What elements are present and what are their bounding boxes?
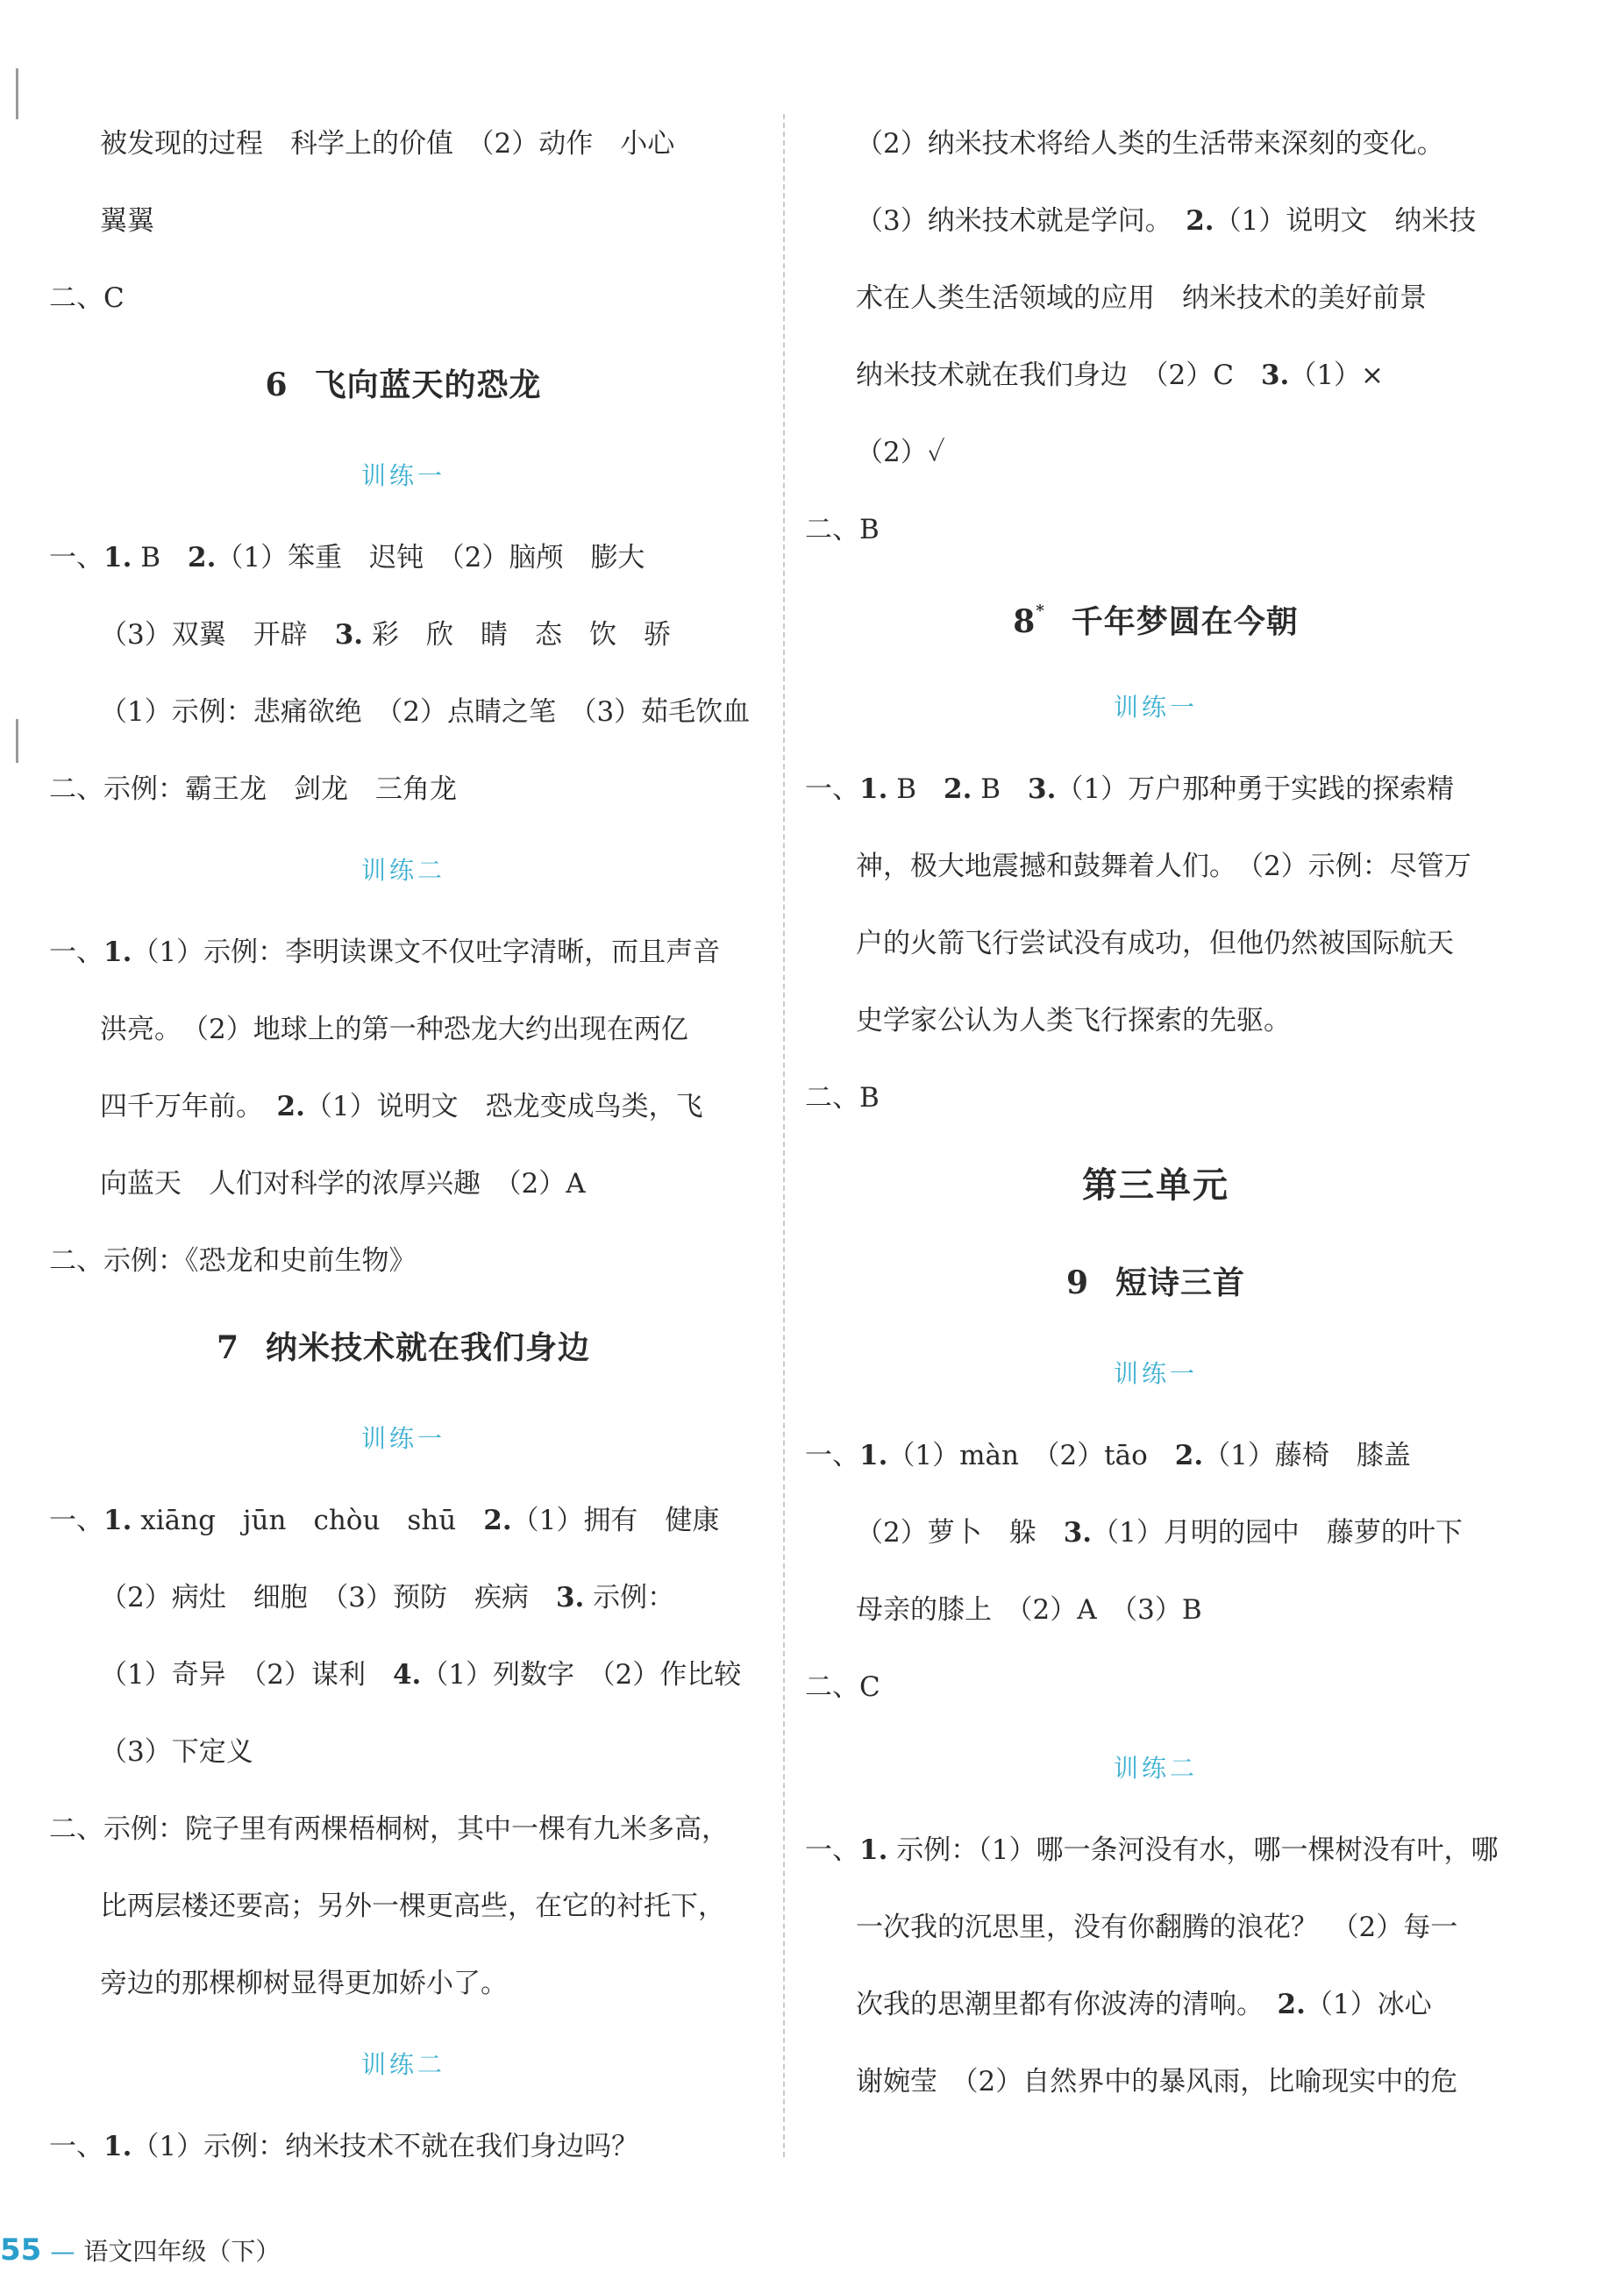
answer-line: 一、1. 示例：（1）哪一条河没有水，哪一棵树没有叶，哪 (805, 1834, 1499, 1866)
answer-line: 四千万年前。 2.（1）说明文 恐龙变成鸟类，飞 (100, 1091, 703, 1122)
answer-line: 二、示例：《恐龙和史前生物》 (49, 1245, 417, 1277)
lesson-title (805, 568, 1506, 665)
answer-line: 一、1. B 2.（1）笨重 迟钝 （2）脑颅 膨大 (49, 542, 645, 573)
training-heading: 训练二 (1113, 1754, 1198, 1783)
answer-line: 一、1.（1）示例：李明读课文不仅吐字清晰，而且声音 (49, 937, 721, 968)
answer-line: 二、B (805, 1082, 880, 1114)
right-column (805, 105, 1506, 2120)
answer-line: 一次我的沉思里，没有你翻腾的浪花？ （2）每一 (856, 1912, 1458, 1943)
lesson-number: 6 (265, 367, 288, 403)
training-heading: 训练一 (1113, 1359, 1198, 1388)
answer-line: 旁边的那棵柳树显得更加娇小了。 (100, 1968, 508, 1999)
answer-line: 翼翼 (100, 205, 154, 237)
answer-line: （2）✓ (856, 437, 945, 468)
column-divider (783, 114, 785, 2157)
lesson-title (49, 337, 758, 433)
page-number: 55 (0, 2233, 42, 2268)
answer-line: 比两层楼还要高；另外一棵更高些，在它的衬托下， (100, 1891, 725, 1922)
training-heading: 训练一 (360, 461, 445, 490)
answer-line: （3）纳米技术就是学问。 2.（1）说明文 纳米技 (856, 205, 1477, 237)
answer-line: （2）纳米技术将给人类的生活带来深刻的变化。 (856, 128, 1444, 160)
lesson-number: 9 (1065, 1264, 1090, 1301)
answer-line: （1）示例：悲痛欲绝 （2）点睛之笔 （3）茹毛饮血 (100, 696, 751, 728)
footer-dash: — (50, 2237, 75, 2266)
answer-line: 一、1.（1）示例：纳米技术不就在我们身边吗？ (49, 2131, 639, 2162)
unit-heading: 第三单元 (1082, 1164, 1229, 1206)
answer-line: （1）奇异 （2）谋利 4.（1）列数字 （2）作比较 (100, 1659, 742, 1691)
training-heading: 训练一 (360, 1424, 445, 1453)
answer-line: 一、1. B 2. B 3.（1）万户那种勇于实践的探索精 (805, 773, 1455, 805)
answer-line: 洪亮。 （2）地球上的第一种恐龙大约出现在两亿 (100, 1014, 688, 1045)
answer-line: 户的火箭飞行尝试没有成功，但他仍然被国际航天 (856, 928, 1454, 959)
left-column (49, 105, 758, 2185)
book-title: 语文四年级（下） (83, 2237, 281, 2266)
training-heading: 训练二 (360, 856, 445, 885)
lesson-name: 千年梦圆在今朝 (1071, 603, 1299, 640)
answer-line: 二、示例：霸王龙 剑龙 三角龙 (49, 773, 457, 805)
answer-line: 史学家公认为人类飞行探索的先驱。 (856, 1005, 1291, 1036)
answer-line: 纳米技术就在我们身边 （2）C 3.（1）× (856, 360, 1385, 391)
answer-line: 被发现的过程 科学上的价值 （2）动作 小心 (100, 128, 675, 160)
lesson-title (49, 1300, 758, 1396)
training-heading: 训练二 (360, 2050, 445, 2079)
answer-line: 一、1. xiāng jūn chòu shū 2.（1）拥有 健康 (49, 1505, 720, 1536)
answer-line: 二、C (49, 282, 125, 314)
answer-line: 向蓝天 人们对科学的浓厚兴趣 （2）A (100, 1168, 586, 1200)
answer-line: 二、B (805, 514, 880, 545)
answer-line: 一、1.（1）màn （2）tāo 2.（1）藤椅 膝盖 (805, 1440, 1411, 1471)
answer-line: 神，极大地震撼和鼓舞着人们。 （2）示例：尽管万 (856, 851, 1471, 882)
answer-line: （3）下定义 (100, 1736, 253, 1768)
answer-line: 术在人类生活领域的应用 纳米技术的美好前景 (856, 282, 1427, 314)
lesson-name: 纳米技术就在我们身边 (266, 1329, 591, 1366)
answer-line: 次我的思潮里都有你波涛的清响。 2.（1）冰心 (856, 1989, 1432, 2020)
answer-line: 二、C (805, 1671, 880, 1703)
answer-line: 二、示例：院子里有两棵梧桐树，其中一棵有九米多高， (49, 1813, 729, 1845)
lesson-number: 8 (1013, 603, 1036, 640)
answer-line: 母亲的膝上 （2）A （3）B (856, 1594, 1202, 1626)
answer-line: 谢婉莹 （2）自然界中的暴风雨，比喻现实中的危 (856, 2066, 1458, 2097)
answer-line: （2）病灶 细胞 （3）预防 疾病 3. 示例： (100, 1582, 675, 1613)
lesson-name: 短诗三首 (1115, 1264, 1246, 1301)
page-footer (0, 2226, 280, 2275)
lesson-number: 7 (216, 1329, 240, 1366)
edge-mark-top (16, 68, 18, 119)
edge-mark-middle (16, 719, 18, 763)
answer-line: （3）双翼 开辟 3. 彩 欣 睛 态 饮 骄 (100, 619, 671, 651)
lesson-title (805, 1235, 1506, 1331)
answer-line: （2）萝卜 躲 3.（1）月明的园中 藤萝的叶下 (856, 1517, 1463, 1549)
training-heading: 训练一 (1113, 693, 1198, 722)
optional-lesson-star: * (1036, 602, 1045, 620)
lesson-name: 飞向蓝天的恐龙 (314, 367, 542, 403)
